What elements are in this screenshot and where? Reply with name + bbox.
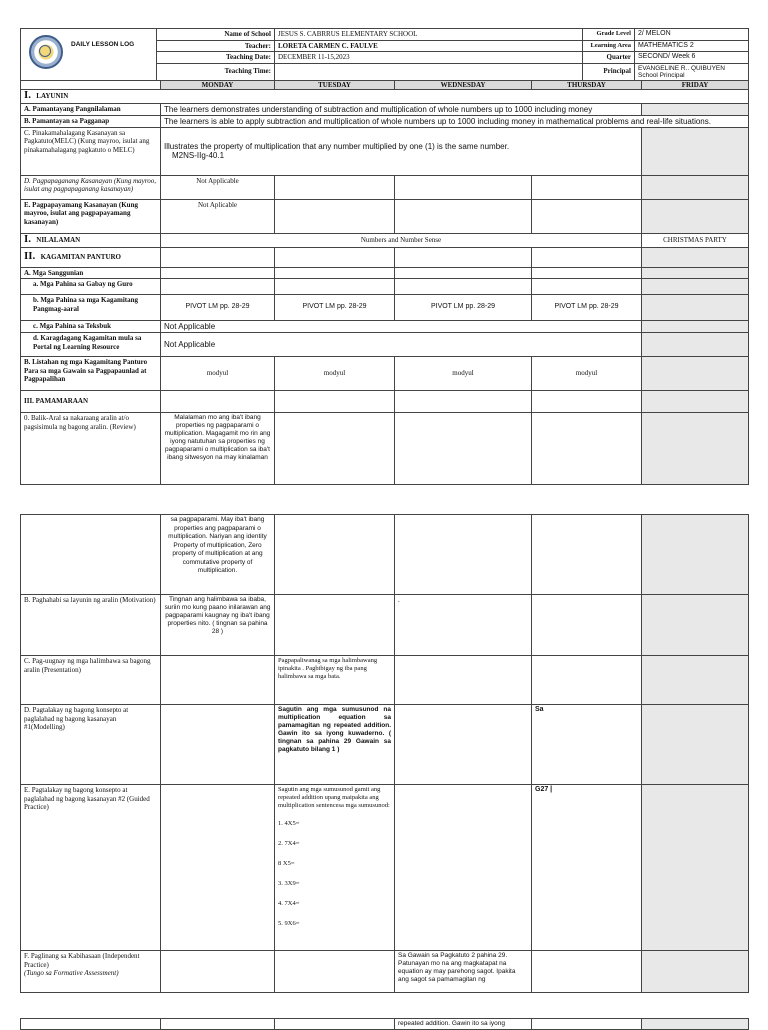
pam-b-dot: . bbox=[395, 595, 532, 656]
day-monday: MONDAY bbox=[161, 80, 275, 89]
kag-c1-label: c. Mga Pahina sa Teksbuk bbox=[21, 321, 161, 333]
nilalaman-text: Numbers and Number Sense bbox=[161, 233, 642, 247]
teacher-label: Teacher: bbox=[157, 40, 275, 52]
kag-d1-label: d. Karagdagang Kagamitan mula sa Portal ng Learning Resource bbox=[21, 333, 161, 357]
log-title: DAILY LESSON LOG bbox=[71, 41, 135, 48]
layunin-c-code: M2NS-IIg-40.1 bbox=[172, 151, 225, 160]
pam-f-label: F. Paglinang sa Kabihasaan (Independent Practice) bbox=[24, 952, 140, 969]
header-table bbox=[20, 28, 749, 81]
pam-e-thursday: G27 | bbox=[532, 785, 642, 951]
header-logo-cell bbox=[21, 29, 157, 81]
area-label: Learning Area bbox=[583, 40, 635, 52]
area-value: MATHEMATICS 2 bbox=[635, 40, 749, 52]
nilalaman-title: NILALAMAN bbox=[36, 235, 81, 244]
date-label: Teaching Date: bbox=[157, 52, 275, 64]
grade-value: 2/ MELON bbox=[635, 29, 749, 41]
pam-f-text: Sa Gawain sa Pagkatuto 2 pahina 29. Patunayan mo na ang magkatapat na equation ay may parehong sagot. Ipakita ang sagot sa pamamagitan ng bbox=[395, 951, 532, 993]
layunin-e-label: E. Pagpapayamang Kasanayan (Kung mayroo, isulat ang pagpapayamang kasanayan) bbox=[21, 199, 161, 233]
kagamitan-title: KAGAMITAN PANTURO bbox=[40, 253, 121, 262]
nilalaman-roman: I. bbox=[24, 233, 32, 245]
pam-e-item-5: 4. 7X4= bbox=[278, 900, 300, 907]
kag-c1-text: Not Applicable bbox=[161, 321, 642, 333]
pam-e-item-4: 3. 3X9= bbox=[278, 880, 300, 887]
pam-e-item-6: 5. 9X6= bbox=[278, 920, 300, 927]
pam-e-label: E. Pagtalakay ng bagong konsepto at paglalahad ng bagong kasanayan #2 (Guided Practice) bbox=[21, 785, 161, 951]
layunin-a-label: A. Pamantayang Pangnilalaman bbox=[21, 103, 161, 115]
kag-a1-label: a. Mga Pahina sa Gabay ng Guro bbox=[21, 279, 161, 295]
lesson-table-continued bbox=[20, 514, 749, 993]
teacher-value: LORETA CARMEN C. FAULVE bbox=[275, 40, 583, 52]
layunin-b-label: B. Pamantayan sa Pagganap bbox=[21, 115, 161, 127]
layunin-d-text: Not Applicable bbox=[161, 175, 275, 199]
lesson-table bbox=[20, 80, 749, 486]
pam-f-label-2: (Tungo sa Formative Assessment) bbox=[24, 969, 119, 977]
school-value: JESUS S. CABRRUS ELEMENTARY SCHOOL bbox=[275, 29, 583, 41]
quarter-label: Quarter bbox=[583, 52, 635, 64]
deped-seal-logo bbox=[29, 35, 63, 69]
kag-b1-wed: PIVOT LM pp. 28-29 bbox=[395, 295, 532, 321]
layunin-a-text: The learners demonstrates understanding of subtraction and multiplication of whole numbers up to 1000 including money bbox=[161, 103, 642, 115]
pam-e-text: Sagutin ang mga sumusunod gamit ang repeated addition upang maipakita ang multiplication sentencesa mga sumusunod: bbox=[278, 786, 390, 809]
kag-b1-thu: PIVOT LM pp. 28-29 bbox=[532, 295, 642, 321]
principal-name: EVANGELINE R.. QUIBUYEN bbox=[638, 64, 725, 72]
pam-a-text: Malalaman mo ang iba't ibang properties ng pagpaparami o multiplication. Magagamit mo rin ang iyong natutuhan sa properties ng pagpaparami o multiplication sa iba't ibang sitwesyon na may kinalaman bbox=[161, 413, 275, 485]
layunin-e-text: Not Aplicable bbox=[161, 199, 275, 233]
kag-d1-text: Not Applicable bbox=[161, 333, 642, 357]
time-label: Teaching Time: bbox=[157, 63, 275, 80]
day-tuesday: TUESDAY bbox=[275, 80, 395, 89]
kag-b1-tue: PIVOT LM pp. 28-29 bbox=[275, 295, 395, 321]
pam-g-text: repeated addition. Gawin ito sa iyong bbox=[395, 1019, 532, 1030]
kag-b-thu: modyul bbox=[532, 357, 642, 391]
kag-a-label: A. Mga Sanggunian bbox=[21, 267, 161, 279]
pam-d-label: D. Pagtalakay ng bagong konsepto at paglalahad ng bagong kasanayan #1(Modelling) bbox=[21, 705, 161, 785]
date-value: DECEMBER 11-15,2023 bbox=[275, 52, 583, 64]
pam-d-text: Sagutin ang mga sumusunod na multiplication equation sa pamamagitan ng repeated addition. Gawin ito sa iyong kuwaderno. ( tingnan sa pahina 29 Gawain sa pagkatuto bilang 1 ) bbox=[275, 705, 395, 785]
pam-b-text: Tingnan ang halimbawa sa ibaba, suriin mo kung paano inilarawan ang pagpaparami kaugnay ng iba't ibang properties nito. ( tingnan sa pahina 28 ) bbox=[161, 595, 275, 656]
pam-e-item-3: 8 X5= bbox=[278, 860, 295, 867]
pam-c-text: Pagpapaliwanag sa mga halimbawang ipinakita . Pagbibigay ng iba pang halimbawa sa mga bata. bbox=[275, 656, 395, 705]
pam-b-label: B. Paghahabi sa layunin ng aralin (Motivation) bbox=[21, 595, 161, 656]
kag-b-mon: modyul bbox=[161, 357, 275, 391]
pam-c-label: C. Pag-uugnay ng mga halimbawa sa bagong aralin (Presentation) bbox=[21, 656, 161, 705]
layunin-c-text: Illustrates the property of multiplication that any number multiplied by one (1) is the same number. bbox=[164, 142, 510, 151]
layunin-c-label: C. Pinakamahalagang Kasanayan sa Pagkatuto(MELC) (Kung mayroo, isulat ang pinakamahalagang pagkatuto o MELC) bbox=[21, 127, 161, 175]
kag-b-label: B. Listahan ng mga Kagamitang Panturo Para sa mga Gawain sa Pagpapaunlad at Pagpapalihan bbox=[21, 357, 161, 391]
quarter-value: SECOND/ Week 6 bbox=[635, 52, 749, 64]
principal-label: Principal bbox=[583, 63, 635, 80]
day-thursday: THURSDAY bbox=[532, 80, 642, 89]
nilalaman-friday: CHRISTMAS PARTY bbox=[642, 233, 749, 247]
layunin-title: LAYUNIN bbox=[36, 91, 69, 100]
layunin-roman: I. bbox=[24, 89, 32, 101]
layunin-d-label: D. Pagpapaganang Kasanayan (Kung mayroo, isulat ang pagpapaganang kasanayan) bbox=[21, 175, 161, 199]
school-label: Name of School bbox=[157, 29, 275, 41]
kag-b-wed: modyul bbox=[395, 357, 532, 391]
kag-b1-mon: PIVOT LM pp. 28-29 bbox=[161, 295, 275, 321]
kagamitan-roman: II. bbox=[24, 250, 36, 263]
lesson-table-page-3 bbox=[20, 1018, 749, 1030]
pam-e-item-2: 2. 7X4= bbox=[278, 840, 300, 847]
lesson-log-page-2 bbox=[20, 514, 748, 993]
principal-title: School Principal bbox=[638, 71, 685, 79]
pam-a-label: 0. Balik-Aral sa nakaraang aralin at/o pagsisimula ng bagong aralin. (Review) bbox=[21, 413, 161, 485]
pam-e-item-1: 1. 4X5= bbox=[278, 820, 300, 827]
pam-a-continued: sa pagpaparami. May iba't ibang properties ang pagpaparami o multiplication. Nariyan ang identity Property of multiplication, Zero property of multiplication at ang commutative property of multiplication. bbox=[161, 515, 275, 595]
pam-d-thursday: Sa bbox=[532, 705, 642, 785]
grade-label: Grade Level bbox=[583, 29, 635, 41]
lesson-log-page-3 bbox=[20, 1018, 748, 1030]
layunin-b-text: The learners is able to apply subtraction and multiplication of whole numbers up to 1000 including money in mathematical problems and real-life situations. bbox=[161, 115, 749, 127]
day-wednesday: WEDNESDAY bbox=[395, 80, 532, 89]
kag-b1-label: b. Mga Pahina sa mga Kagamitang Pangmag-aaral bbox=[21, 295, 161, 321]
lesson-log-page-1 bbox=[20, 28, 748, 485]
kag-b-tue: modyul bbox=[275, 357, 395, 391]
day-friday: FRIDAY bbox=[642, 80, 749, 89]
pamamaraan-title: III. PAMAMARAAN bbox=[21, 391, 161, 413]
